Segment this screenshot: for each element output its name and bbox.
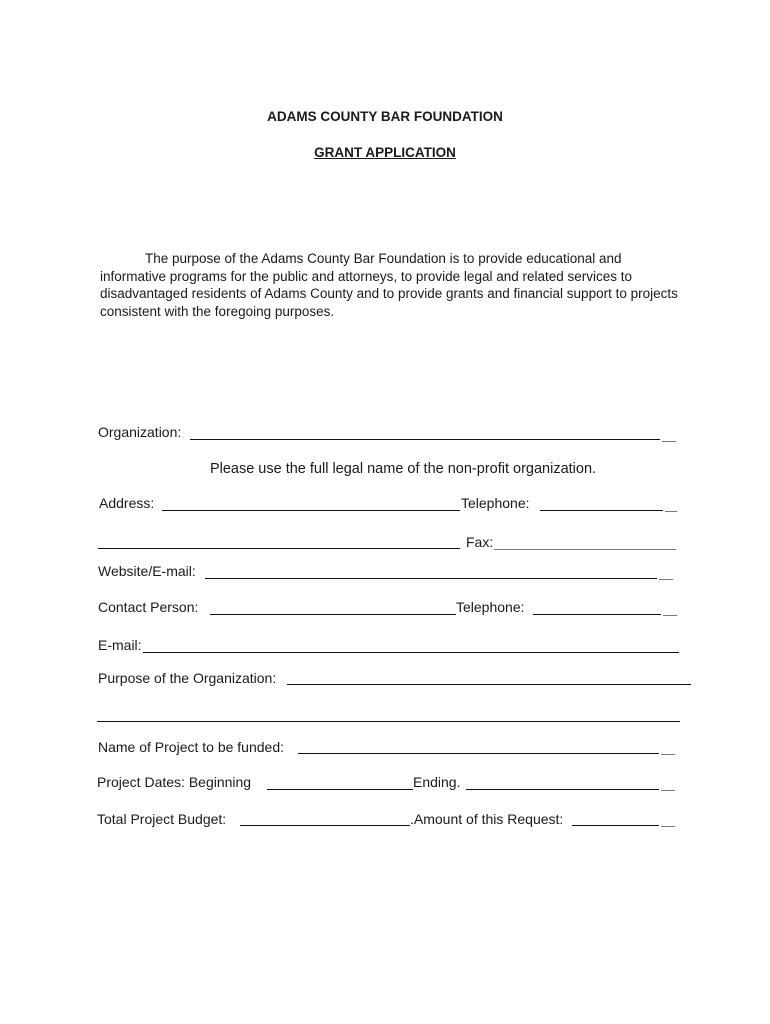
purpose-line[interactable] — [287, 684, 691, 685]
email-label: E-mail: — [98, 637, 142, 653]
project-name-line-tail — [661, 754, 675, 755]
contact-telephone-line-tail — [663, 615, 677, 616]
project-name-label: Name of Project to be funded: — [98, 739, 284, 755]
intro-paragraph — [100, 250, 680, 320]
address-line-2[interactable] — [98, 548, 460, 549]
contact-person-label: Contact Person: — [98, 599, 199, 615]
beginning-line[interactable] — [267, 789, 413, 790]
purpose-label: Purpose of the Organization: — [98, 670, 277, 686]
organization-line-tail — [662, 441, 676, 442]
website-email-line[interactable] — [205, 578, 657, 579]
email-line[interactable] — [143, 652, 679, 653]
purpose-line-2[interactable] — [97, 721, 680, 722]
intro-text: The purpose of the Adams County Bar Foundation is to provide educational and informative programs for the public and attorneys, to provide legal and related services to disadvantaged residents of Adams County and to provide grants and financial support to projects consistent with the foregoing purposes. — [100, 251, 678, 319]
ending-line[interactable] — [466, 789, 659, 790]
contact-person-line[interactable] — [210, 614, 456, 615]
fax-line[interactable] — [494, 549, 676, 550]
total-budget-line[interactable] — [240, 825, 410, 826]
telephone-line[interactable] — [540, 510, 663, 511]
organization-label: Organization: — [98, 424, 182, 440]
ending-label: Ending. — [413, 774, 461, 790]
address-label: Address: — [99, 495, 155, 511]
amount-request-label: .Amount of this Request: — [410, 811, 564, 827]
form-title — [0, 145, 770, 160]
organization-line[interactable] — [190, 439, 660, 440]
project-name-line[interactable] — [298, 753, 659, 754]
organization-note: Please use the full legal name of the non-profit organization. — [209, 461, 597, 477]
contact-telephone-label: Telephone: — [456, 599, 525, 615]
telephone-label: Telephone: — [461, 495, 530, 511]
fax-label: Fax: — [466, 534, 494, 550]
foundation-title: ADAMS COUNTY BAR FOUNDATION — [267, 109, 503, 124]
amount-request-line[interactable] — [572, 825, 659, 826]
form-title-text: GRANT APPLICATION — [314, 145, 456, 160]
website-email-line-tail — [659, 579, 673, 580]
amount-request-line-tail — [661, 826, 675, 827]
telephone-line-tail — [665, 511, 677, 512]
project-dates-label: Project Dates: Beginning — [97, 774, 252, 790]
contact-telephone-line[interactable] — [533, 614, 661, 615]
total-budget-label: Total Project Budget: — [97, 811, 227, 827]
address-line[interactable] — [162, 510, 460, 511]
website-email-label: Website/E-mail: — [98, 563, 196, 579]
ending-line-tail — [661, 790, 675, 791]
